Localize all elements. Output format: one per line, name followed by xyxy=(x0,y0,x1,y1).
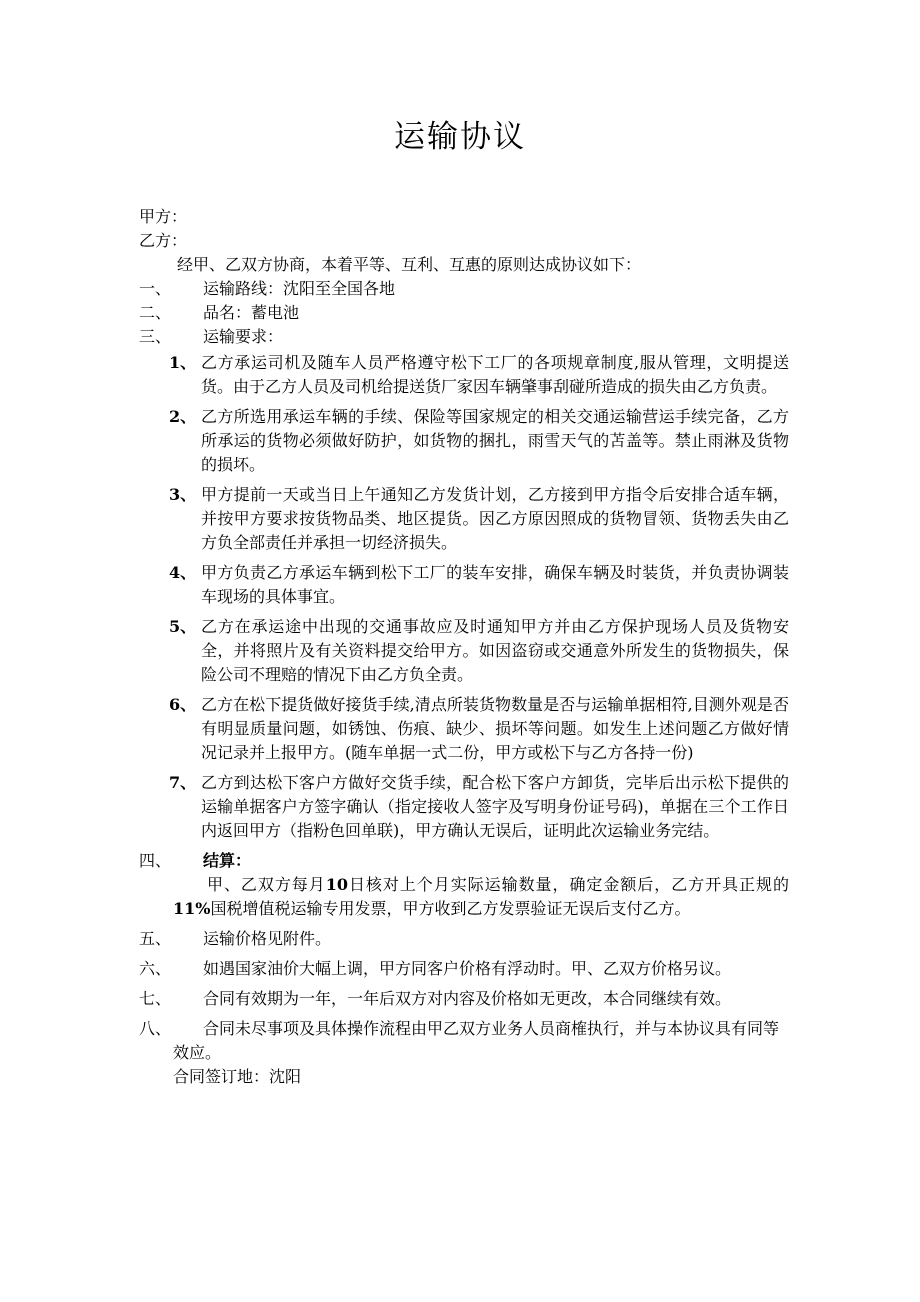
section-text: 结算： xyxy=(203,851,252,870)
requirement-number: 3、 xyxy=(169,485,197,504)
requirement-text: 甲方提前一天或当日上午通知乙方发货计划，乙方接到甲方指令后安排合适车辆，并按甲方要求按货物品类、地区提货。因乙方原因照成的货物冒领、货物丢失由乙方负全部责任并承担一切经济损失。 xyxy=(201,485,789,552)
requirement-text: 乙方承运司机及随车人员严格遵守松下工厂的各项规章制度,服从管理，文明提送货。由于乙方人员及司机给提送货厂家因车辆肇事刮碰所造成的损失由乙方负责。 xyxy=(201,353,789,396)
section-text: 运输要求： xyxy=(203,327,284,346)
requirement-number: 6、 xyxy=(169,695,197,714)
requirement-text: 乙方所选用承运车辆的手续、保险等国家规定的相关交通运输营运手续完备，乙方所承运的货物必须做好防护，如货物的捆扎，雨雪天气的苫盖等。禁止雨淋及货物的损坏。 xyxy=(201,407,789,474)
section-text: 品名：蓄电池 xyxy=(203,303,300,322)
requirement-number: 5、 xyxy=(169,617,197,636)
section-text: 合同有效期为一年，一年后双方对内容及价格如无更改，本合同继续有效。 xyxy=(203,989,732,1008)
requirement-number: 7、 xyxy=(169,773,197,792)
signing-place: 合同签订地：沈阳 xyxy=(173,1067,302,1086)
requirement-item xyxy=(169,561,789,609)
requirement-item xyxy=(169,483,789,555)
section-number: 二、 xyxy=(139,303,172,322)
settlement-text: 日核对上个月实际运输数量，确定金额后，乙方开具正规的 xyxy=(348,875,789,894)
party-a-label: 甲方： xyxy=(139,207,188,226)
document-title: 运输协议 xyxy=(394,119,526,155)
settlement-paragraph xyxy=(139,873,789,921)
requirement-number: 2、 xyxy=(169,407,197,426)
requirement-number: 1、 xyxy=(169,353,197,372)
requirement-item xyxy=(169,351,789,399)
requirement-text: 乙方在承运途中出现的交通事故应及时通知甲方并由乙方保护现场人员及货物安全，并将照片及有关资料提交给甲方。如因盗窃或交通意外所发生的货物损失，保险公司不理赔的情况下由乙方负全责。 xyxy=(201,617,789,684)
requirement-text: 甲方负责乙方承运车辆到松下工厂的装车安排，确保车辆及时装货，并负责协调装车现场的具体事宜。 xyxy=(201,563,789,606)
section-text: 运输路线：沈阳至全国各地 xyxy=(203,279,396,298)
settlement-text: 国税增值税运输专用发票，甲方收到乙方发票验证无误后支付乙方。 xyxy=(210,899,691,918)
section-number: 五、 xyxy=(139,929,172,948)
document-body xyxy=(139,205,789,1089)
section-validity xyxy=(139,987,789,1011)
section-price xyxy=(139,927,789,951)
section-number: 六、 xyxy=(139,959,172,978)
settlement-text: 甲、乙双方每月 xyxy=(207,875,326,894)
section-route xyxy=(139,277,789,301)
section-fuel-price xyxy=(139,957,789,981)
requirement-number: 4、 xyxy=(169,563,197,582)
requirement-item xyxy=(169,693,789,765)
section-requirements xyxy=(139,325,789,349)
requirements-list xyxy=(139,351,789,843)
section-number: 四、 xyxy=(139,851,172,870)
requirement-item xyxy=(169,771,789,843)
requirement-item xyxy=(169,615,789,687)
requirement-text: 乙方在松下提货做好接货手续,清点所装货物数量是否与运输单据相符,目测外观是否有明显质量问题，如锈蚀、伤痕、缺少、损坏等问题。如发生上述问题乙方做好情况记录并上报甲方。(随车单据一式二份，甲方或松下与乙方各持一份) xyxy=(201,695,789,762)
section-number: 一、 xyxy=(139,279,172,298)
section-text: 合同未尽事项及具体操作流程由甲乙双方业务人员商榷执行，并与本协议具有同等效应。 xyxy=(173,1019,780,1062)
requirement-text: 乙方到达松下客户方做好交货手续，配合松下客户方卸货，完毕后出示松下提供的运输单据客户方签字确认（指定接收人签字及写明身份证号码)，单据在三个工作日内返回甲方（指粉色回单联)，甲方确认无误后，证明此次运输业务完结。 xyxy=(201,773,789,840)
section-number: 三、 xyxy=(139,327,172,346)
section-product xyxy=(139,301,789,325)
settlement-rate: 11% xyxy=(173,899,211,918)
party-b-label: 乙方： xyxy=(139,231,188,250)
section-text: 运输价格见附件。 xyxy=(203,929,332,948)
section-number: 七、 xyxy=(139,989,172,1008)
section-settlement xyxy=(139,849,789,873)
section-number: 八、 xyxy=(139,1019,172,1038)
intro-paragraph: 经甲、乙双方协商，本着平等、互利、互惠的原则达成协议如下： xyxy=(177,255,642,274)
requirement-item xyxy=(169,405,789,477)
section-text: 如遇国家油价大幅上调，甲方同客户价格有浮动时。甲、乙双方价格另议。 xyxy=(203,959,732,978)
section-other-matters xyxy=(139,1017,789,1065)
settlement-day: 10 xyxy=(325,875,348,894)
